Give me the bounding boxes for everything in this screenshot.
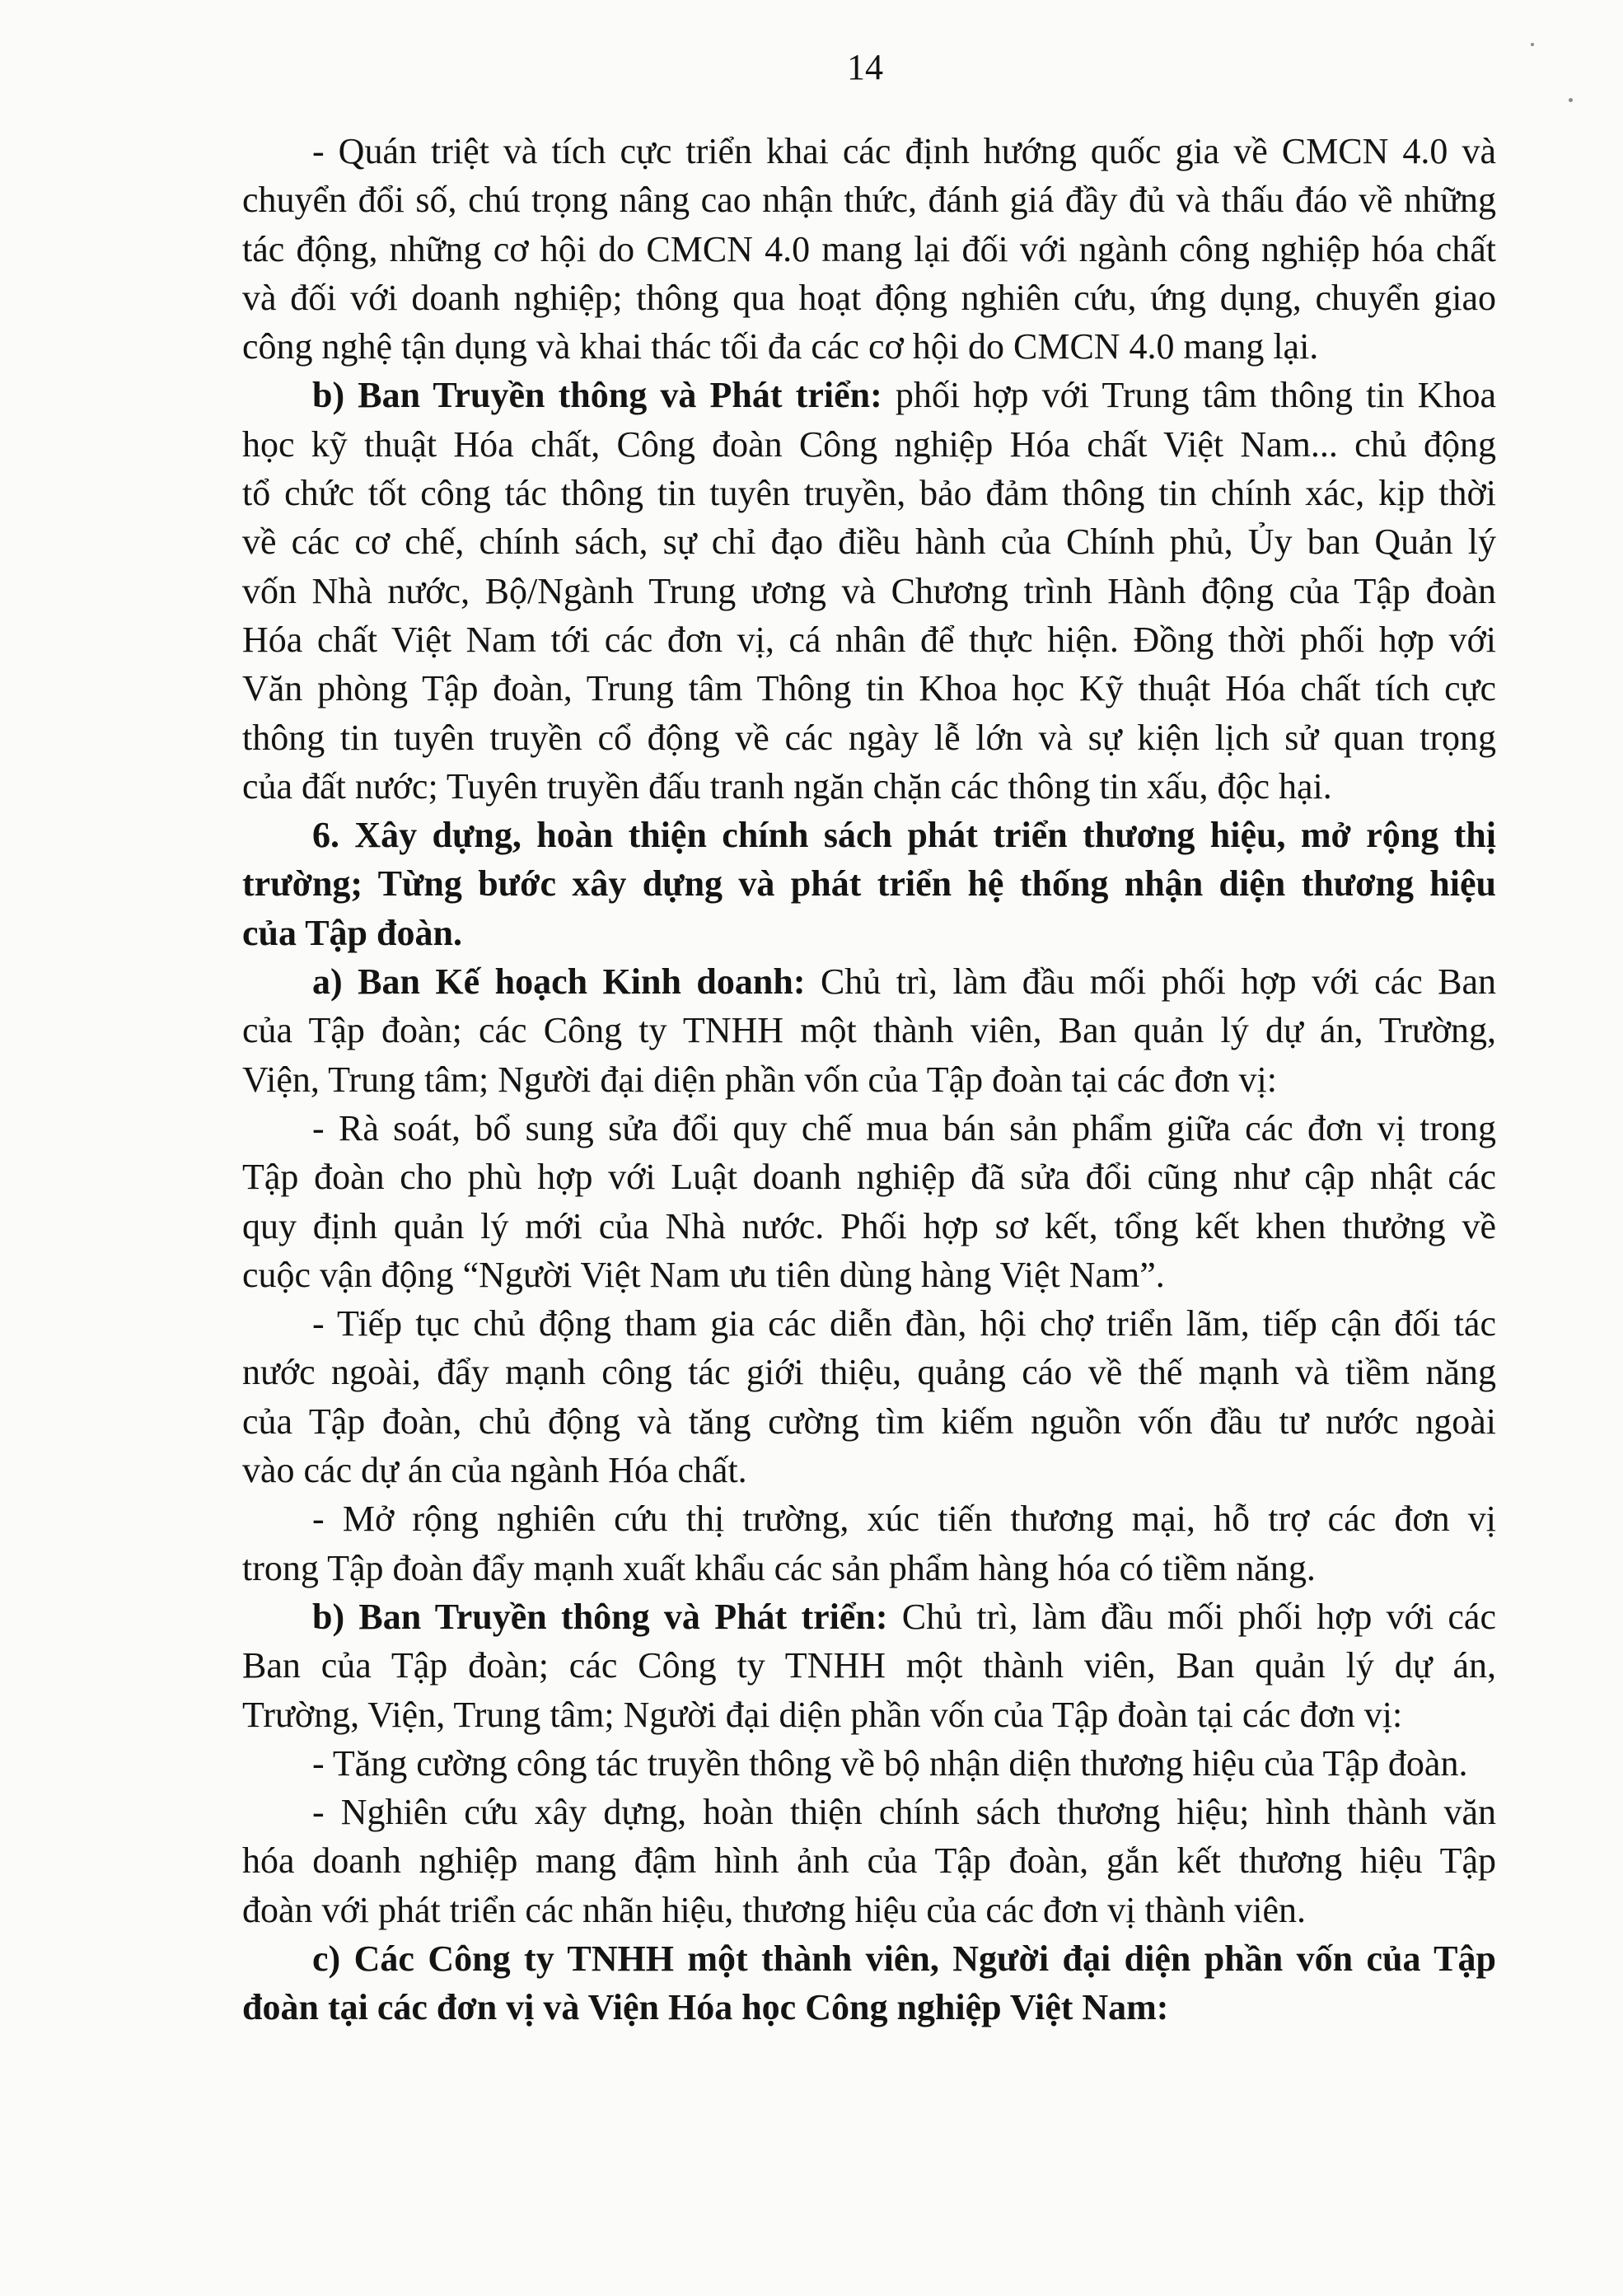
text-segment: Chủ trì, làm đầu mối phối hợp với các [887,1596,1496,1637]
text-line: cuộc vận động “Người Việt Nam ưu tiên dùng hàng Việt Nam”. [242,1254,1165,1295]
bold-text: b) Ban Truyền thông và Phát triển: [312,375,882,416]
text-line: Hóa chất Việt Nam tới các đơn vị, cá nhân để thực hiện. Đồng thời phối hợp với [242,619,1496,660]
bold-text: a) Ban Kế hoạch Kinh doanh: [312,961,806,1003]
text-line: hóa doanh nghiệp mang đậm hình ảnh của Tập đoàn, gắn kết thương hiệu Tập [242,1840,1496,1882]
text-line [242,957,1496,1006]
text-line [242,1983,1496,2032]
text-line: tác động, những cơ hội do CMCN 4.0 mang lại đối với ngành công nghiệp hóa chất [242,228,1496,269]
text-line [242,811,1496,859]
text-line: đoàn với phát triển các nhãn hiệu, thương hiệu của các đơn vị thành viên. [242,1889,1307,1930]
text-line: tổ chức tốt công tác thông tin tuyên truyền, bảo đảm thông tin chính xác, kịp thời [242,473,1496,514]
text-line: và đối với doanh nghiệp; thông qua hoạt động nghiên cứu, ứng dụng, chuyển giao [242,277,1496,318]
text-line: - Mở rộng nghiên cứu thị trường, xúc tiến thương mại, hỗ trợ các đơn vị [312,1499,1496,1540]
scan-speck [1531,43,1534,46]
bold-text: c) Các Công ty TNHH một thành viên, Người đại diện phần vốn của Tập [312,1938,1496,1979]
text-line: công nghệ tận dụng và khai thác tối đa các cơ hội do CMCN 4.0 mang lại. [242,326,1319,367]
text-line: trong Tập đoàn đẩy mạnh xuất khẩu các sản phẩm hàng hóa có tiềm năng. [242,1547,1316,1588]
page-number: 14 [847,47,883,87]
text-line: nước ngoài, đẩy mạnh công tác giới thiệu, quảng cáo về thế mạnh và tiềm năng [242,1352,1496,1393]
text-line [242,1592,1496,1641]
text-line: - Rà soát, bổ sung sửa đổi quy chế mua bán sản phẩm giữa các đơn vị trong [312,1107,1496,1148]
text-line: vào các dự án của ngành Hóa chất. [242,1450,747,1491]
text-line: của Tập đoàn; các Công ty TNHH một thành viên, Ban quản lý dự án, Trường, [242,1010,1496,1051]
paragraph [242,1494,1496,1592]
text-line: Ban của Tập đoàn; các Công ty TNHH một thành viên, Ban quản lý dự án, [242,1645,1496,1686]
bold-text: của Tập đoàn. [242,912,462,953]
bold-text: trường; Từng bước xây dựng và phát triển hệ thống nhận diện thương hiệu [242,863,1496,905]
text-line: - Quán triệt và tích cực triển khai các định hướng quốc gia về CMCN 4.0 và [312,131,1496,171]
document-body [242,127,1496,2032]
text-line [242,909,1496,957]
bold-text: đoàn tại các đơn vị và Viện Hóa học Công nghiệp Việt Nam: [242,1987,1169,2028]
text-line: Trường, Viện, Trung tâm; Người đại diện phần vốn của Tập đoàn tại các đơn vị: [242,1694,1403,1735]
text-line: - Nghiên cứu xây dựng, hoàn thiện chính sách thương hiệu; hình thành văn [312,1792,1496,1833]
paragraph [242,1934,1496,2032]
text-line [242,371,1496,419]
bold-text: b) Ban Truyền thông và Phát triển: [312,1596,888,1637]
text-line: Viện, Trung tâm; Người đại diện phần vốn của Tập đoàn tại các đơn vị: [242,1059,1277,1100]
paragraph [242,371,1496,811]
paragraph [242,127,1496,371]
text-segment: phối hợp với Trung tâm thông tin Khoa [882,375,1496,416]
text-line: thông tin tuyên truyền cổ động về các ngày lễ lớn và sự kiện lịch sử quan trọng [242,717,1496,758]
text-line [242,859,1496,908]
paragraph [242,1788,1496,1934]
paragraph [242,1739,1496,1788]
paragraph [242,957,1496,1104]
text-line: của Tập đoàn, chủ động và tăng cường tìm kiếm nguồn vốn đầu tư nước ngoài [242,1401,1496,1442]
text-line: Tập đoàn cho phù hợp với Luật doanh nghiệp đã sửa đổi cũng như cập nhật các [242,1157,1496,1198]
text-line: - Tiếp tục chủ động tham gia các diễn đàn, hội chợ triển lãm, tiếp cận đối tác [312,1303,1496,1344]
text-line: về các cơ chế, chính sách, sự chỉ đạo điều hành của Chính phủ, Ủy ban Quản lý [242,521,1496,563]
paragraph [242,811,1496,957]
paragraph [242,1104,1496,1299]
text-segment: Chủ trì, làm đầu mối phối hợp với các Ban [805,961,1496,1003]
text-line: vốn Nhà nước, Bộ/Ngành Trung ương và Chương trình Hành động của Tập đoàn [242,570,1496,611]
text-line [242,1934,1496,1983]
text-line: của đất nước; Tuyên truyền đấu tranh ngăn chặn các thông tin xấu, độc hại. [242,765,1332,807]
scan-speck [1569,98,1573,102]
paragraph [242,1592,1496,1739]
paragraph [242,1299,1496,1494]
text-line: Văn phòng Tập đoàn, Trung tâm Thông tin Khoa học Kỹ thuật Hóa chất tích cực [242,668,1496,709]
text-line: chuyển đổi số, chú trọng nâng cao nhận thức, đánh giá đầy đủ và thấu đáo về những [242,180,1496,221]
text-line: - Tăng cường công tác truyền thông về bộ nhận diện thương hiệu của Tập đoàn. [312,1742,1468,1784]
text-line: quy định quản lý mới của Nhà nước. Phối hợp sơ kết, tổng kết khen thưởng về [242,1205,1496,1246]
text-line: học kỹ thuật Hóa chất, Công đoàn Công nghiệp Hóa chất Việt Nam... chủ động [242,423,1496,465]
bold-text: 6. Xây dựng, hoàn thiện chính sách phát triển thương hiệu, mở rộng thị [312,815,1496,856]
